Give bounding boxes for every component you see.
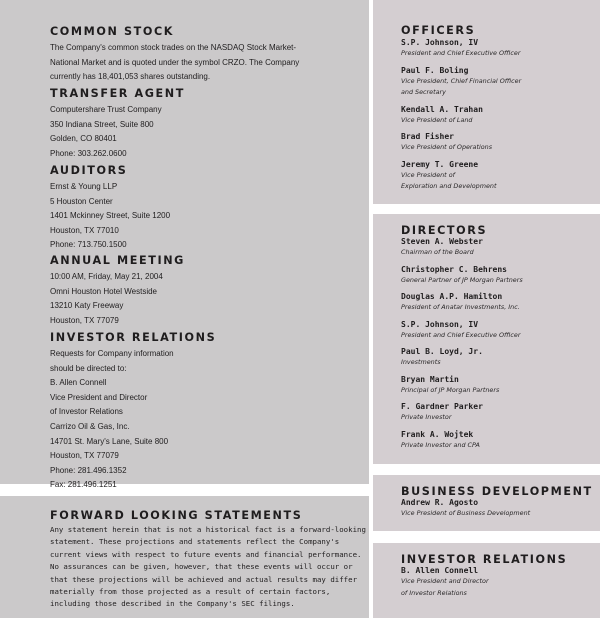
person-name: S.P. Johnson, IV: [401, 319, 479, 329]
text-line: Any statement herein that is not a historical fact is a forward-looking: [50, 525, 366, 534]
text-line: currently has 18,401,053 shares outstanding.: [50, 72, 211, 82]
person-title: Vice President of Land: [401, 115, 473, 124]
person-title: Principal of JP Morgan Partners: [401, 385, 500, 394]
person-title: Vice President of Business Development: [401, 509, 531, 517]
director-entry: [401, 292, 596, 314]
person-title: Vice President, Chief Financial Officer: [401, 76, 522, 85]
officer-entry: [401, 132, 596, 154]
officer-entry: [401, 160, 596, 193]
auditors-heading: AUDITORS: [50, 164, 128, 177]
business-development-section: [401, 485, 596, 526]
text-line: Ernst & Young LLP: [50, 182, 118, 191]
investor-relations-heading: INVESTOR RELATIONS: [50, 331, 217, 344]
common-stock-heading: COMMON STOCK: [50, 25, 175, 38]
officer-entry: [401, 38, 596, 60]
person-title: Private Investor: [401, 413, 452, 421]
text-line: materially from those projected as a result of certain factors,: [50, 587, 331, 597]
forward-looking-heading: FORWARD LOOKING STATEMENTS: [50, 509, 303, 522]
text-line: B. Allen Connell: [50, 378, 107, 388]
person-name: Christopher C. Behrens: [401, 264, 507, 274]
text-line: The Company's common stock trades on the NASDAQ Stock Market-: [50, 43, 297, 52]
investor-relations-heading: INVESTOR RELATIONS: [401, 553, 568, 566]
text-line: 10:00 AM, Friday, May 21, 2004: [50, 272, 163, 281]
text-line: National Market and is quoted under the symbol CRZO. The Company: [50, 57, 300, 67]
person-name: Bryan Martin: [401, 374, 459, 384]
text-line: Omni Houston Hotel Westside: [50, 286, 158, 296]
director-entry: [401, 402, 596, 424]
investor-relations-right-section: [401, 553, 596, 605]
text-line: Houston, TX 77010: [50, 225, 119, 235]
person-name: Frank A. Wojtek: [401, 429, 474, 439]
director-entry: [401, 430, 596, 452]
text-line: 14701 St. Mary's Lane, Suite 800: [50, 436, 169, 446]
person-name: Brad Fisher: [401, 132, 454, 141]
text-line: Houston, TX 77079: [50, 315, 119, 325]
person-name: Paul F. Boling: [401, 65, 469, 75]
person-title: President and Chief Executive Officer: [401, 330, 521, 339]
person-name: Andrew R. Agosto: [401, 498, 479, 507]
text-line: 1401 Mckinney Street, Suite 1200: [50, 211, 171, 221]
person-title: General Partner of JP Morgan Partners: [401, 275, 523, 284]
person-title: Vice President and Director: [401, 577, 489, 585]
officer-entry: [401, 105, 596, 127]
business-development-entry: [401, 498, 596, 520]
person-name: Kendall A. Trahan: [401, 104, 483, 114]
text-line: should be directed to:: [50, 363, 127, 373]
text-line: 5 Houston Center: [50, 196, 113, 206]
business-development-heading: BUSINESS DEVELOPMENT: [401, 485, 593, 498]
text-line: Phone: 713.750.1500: [50, 240, 127, 250]
annual-meeting-heading: ANNUAL MEETING: [50, 254, 185, 267]
transfer-agent-heading: TRANSFER AGENT: [50, 87, 185, 100]
person-title: Chairman of the Board: [401, 248, 474, 256]
officers-section: [401, 24, 596, 199]
transfer-agent-section: [50, 87, 370, 161]
person-title: Investments: [401, 358, 441, 366]
person-name: F. Gardner Parker: [401, 402, 483, 411]
person-title: of Investor Relations: [401, 588, 467, 597]
person-title: and Secretary: [401, 88, 446, 96]
person-name: Steven A. Webster: [401, 237, 483, 246]
text-line: Houston, TX 77079: [50, 451, 119, 461]
text-line: Phone: 303.262.0600: [50, 148, 127, 158]
directors-section: [401, 224, 596, 457]
text-line: Fax: 281.496.1251: [50, 480, 117, 490]
person-title: Vice President of Operations: [401, 143, 493, 151]
person-title: Private Investor and CPA: [401, 440, 480, 449]
common-stock-section: [50, 25, 370, 85]
person-title: President of Anatar Investments, Inc.: [401, 303, 520, 311]
text-line: 13210 Katy Freeway: [50, 301, 124, 311]
text-line: Carrizo Oil & Gas, Inc.: [50, 421, 130, 431]
director-entry: [401, 375, 596, 397]
text-line: that these projections will be achieved and actual results may differ: [50, 574, 358, 584]
director-entry: [401, 347, 596, 369]
person-title: Vice President of: [401, 170, 455, 179]
director-entry: [401, 237, 596, 259]
person-title: Exploration and Development: [401, 182, 497, 190]
text-line: including those described in the Company's SEC filings.: [50, 599, 295, 609]
person-name: Douglas A.P. Hamilton: [401, 292, 503, 301]
forward-looking-section: [50, 509, 370, 611]
person-name: S.P. Johnson, IV: [401, 38, 479, 47]
auditors-section: [50, 164, 370, 253]
person-name: B. Allen Connell: [401, 566, 479, 575]
text-line: Golden, CO 80401: [50, 134, 117, 144]
annual-meeting-section: [50, 254, 370, 328]
text-line: of Investor Relations: [50, 407, 123, 417]
directors-heading: DIRECTORS: [401, 224, 488, 237]
director-entry: [401, 320, 596, 342]
text-line: statement. These projections and statements reflect the Company's: [50, 537, 340, 547]
officer-entry: [401, 66, 596, 99]
person-title: President and Chief Executive Officer: [401, 49, 521, 57]
investor-relations-contact-section: [50, 331, 370, 493]
person-name: Jeremy T. Greene: [401, 159, 479, 169]
text-line: Phone: 281.496.1352: [50, 465, 127, 475]
person-name: Paul B. Loyd, Jr.: [401, 347, 483, 356]
text-line: Vice President and Director: [50, 392, 148, 402]
officers-heading: OFFICERS: [401, 24, 476, 37]
investor-relations-entry: [401, 566, 596, 599]
director-entry: [401, 265, 596, 287]
text-line: Requests for Company information: [50, 349, 174, 358]
text-line: 350 Indiana Street, Suite 800: [50, 119, 154, 129]
text-line: current views with respect to future events and financial performance.: [50, 549, 362, 559]
text-line: No assurances can be given, however, that these events will occur or: [50, 562, 353, 572]
text-line: Computershare Trust Company: [50, 105, 162, 114]
